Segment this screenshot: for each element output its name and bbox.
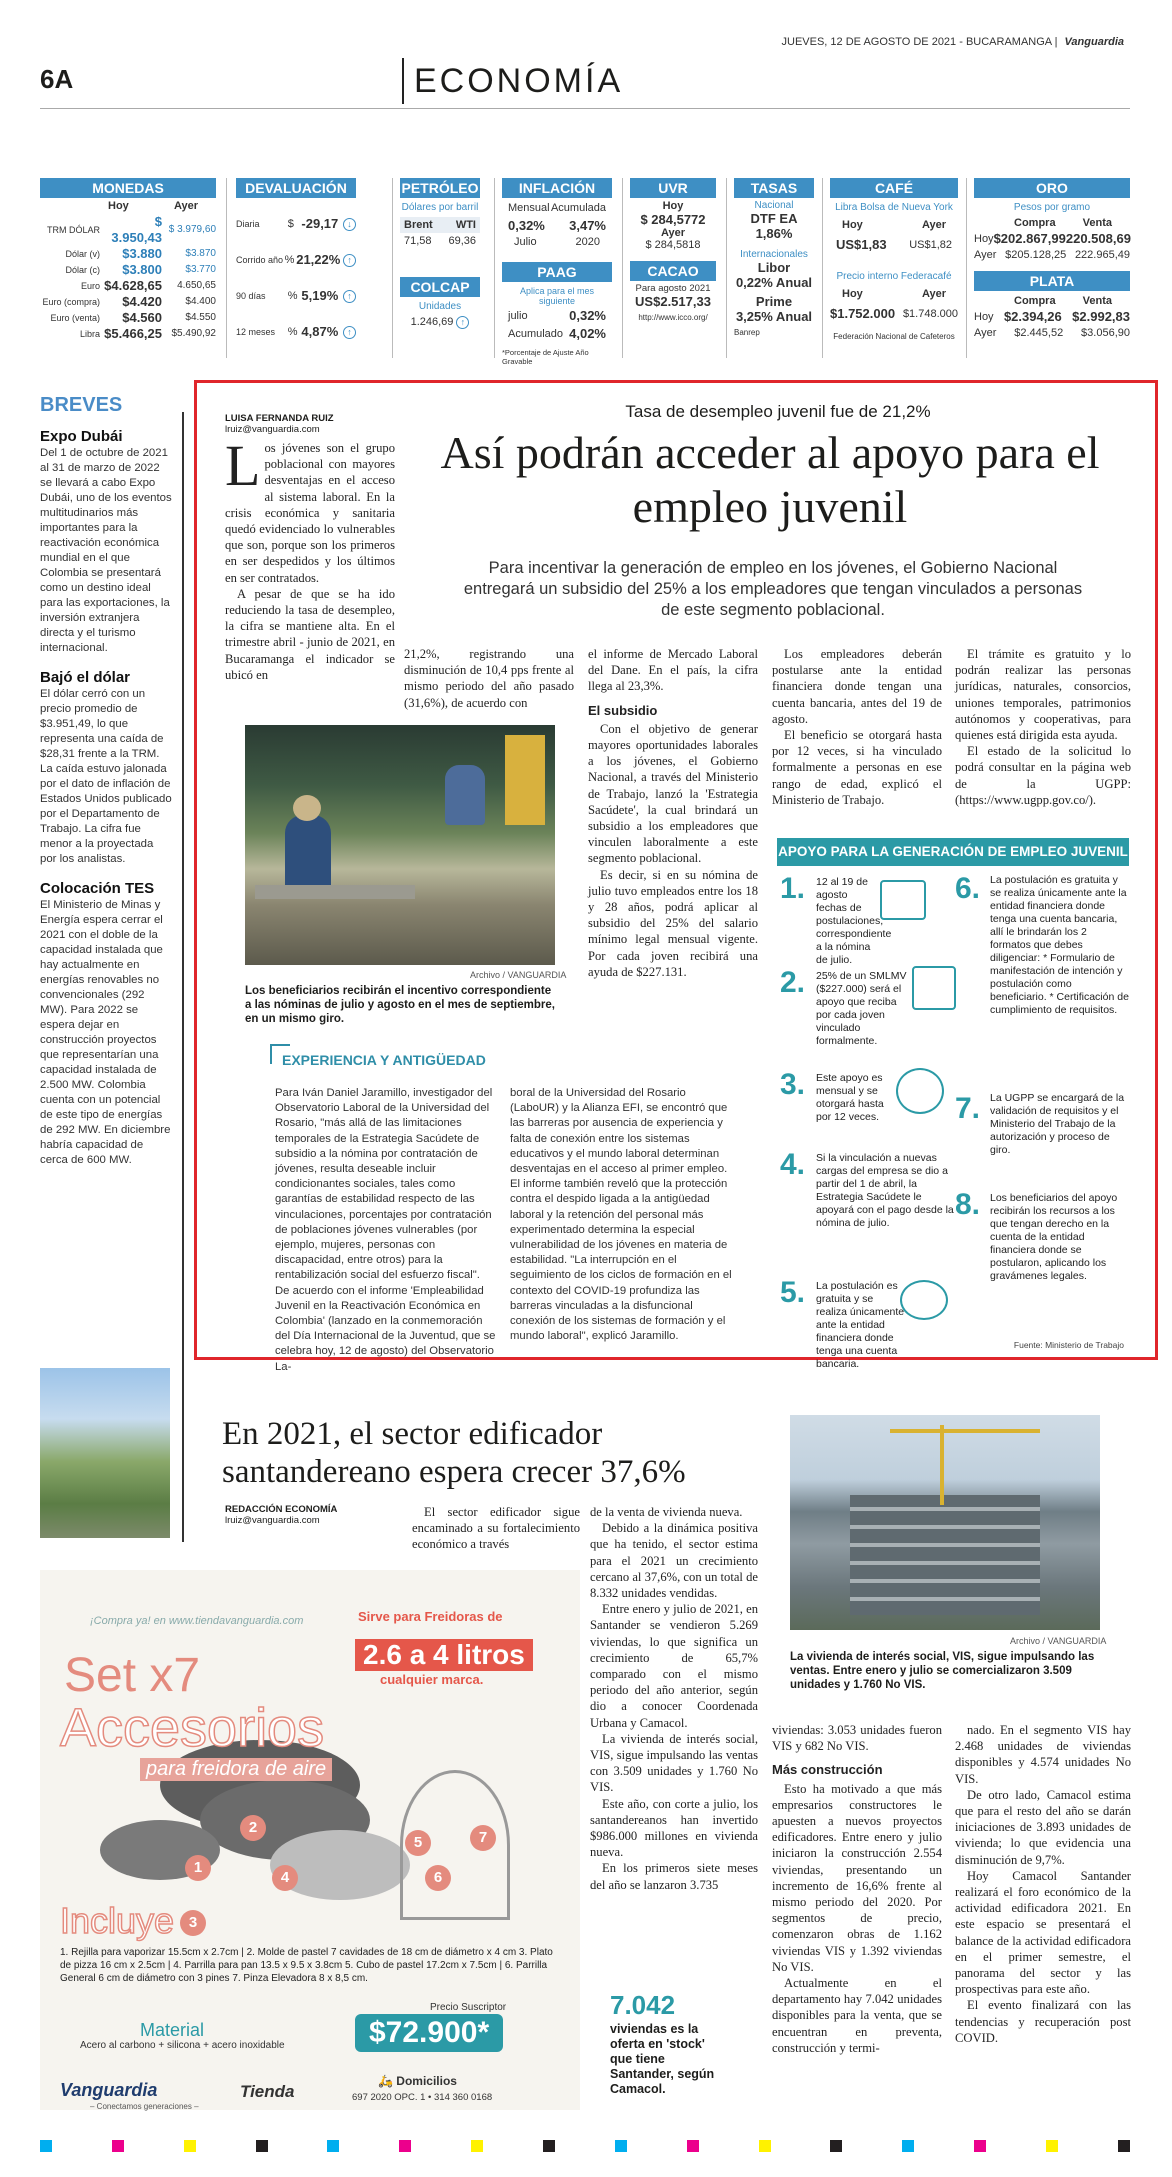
article2-paragraph: El evento finalizará con las tendencias y recuperación post COVID.: [955, 1998, 1131, 2045]
indicator-divider: [392, 178, 393, 358]
inflacion-title: INFLACIÓN: [502, 178, 612, 198]
arrow-up-icon: ↑: [456, 316, 469, 329]
petroleo-brent: 71,58: [404, 235, 432, 247]
oro-sub: Pesos por gramo: [1013, 202, 1091, 213]
monedas-ayer: $5.490,92: [171, 328, 216, 339]
ad-brand-logo: Vanguardia: [60, 2080, 158, 2100]
cafe-sub1: Libra Bolsa de Nueva York: [835, 202, 953, 213]
devaluacion-label: Corrido año: [236, 255, 284, 265]
article1-col4-p1: Los empleadores deberán postularse ante la entidad financiera donde tengan una cuenta bancaria, antes del 19 de agosto.: [772, 647, 942, 726]
step-number: 4.: [780, 1148, 806, 1181]
breve-title: Colocación TES: [40, 880, 155, 897]
article1-headline: Así podrán acceder al apoyo para el empleo juvenil: [440, 427, 1100, 532]
indicator-inflacion: [502, 178, 612, 366]
colcap-title: COLCAP: [400, 277, 480, 297]
color-bar: [399, 2140, 411, 2152]
step-text: La postulación es gratuita y se realiza únicamente ante la entidad financiera donde tenga una cuenta bancaria.: [816, 1280, 905, 1370]
uvr-hoy: $ 284,5772: [640, 212, 706, 227]
devaluacion-unit: $: [287, 218, 294, 230]
ad-phone[interactable]: 697 2020 OPC. 1 • 314 360 0168: [352, 2092, 493, 2103]
section-title: ECONOMÍA: [402, 58, 623, 104]
plata-ayer-venta: $3.056,90: [1081, 327, 1130, 339]
article1-col3-p2: Es decir, si en su nómina de julio tuvo empleados entre los 18 y 28 años, podrá aplicar al subsidio del 25% del salario mínimo legal mensual vigente. Por cada joven recibirá una ayuda de $227.131.: [588, 867, 758, 979]
cafe-ayer2: $1.748.000: [902, 308, 958, 320]
monedas-ayer: $3.870: [185, 248, 216, 259]
monedas-hoy: $ 3.950,43: [111, 214, 162, 245]
ad-callout: 7: [470, 1825, 496, 1851]
article1-deck: Para incentivar la generación de empleo en los jóvenes, el Gobierno Nacional entregará un subsidio del 25% a los empleadores que tengan vinculados a personas de este segmento poblacional.: [463, 559, 1083, 619]
color-bar: [543, 2140, 555, 2152]
cacao-title: CACAO: [630, 261, 716, 281]
breves-photo: [40, 1368, 170, 1538]
devaluacion-unit: %: [284, 254, 295, 266]
ad-callout: 1: [185, 1855, 211, 1881]
devaluacion-row: [236, 206, 356, 242]
ad-tienda-logo: Tienda: [240, 2082, 295, 2101]
devaluacion-unit: %: [287, 326, 298, 338]
article1-byline: [225, 413, 334, 435]
inflacion-period-1: Julio: [514, 236, 537, 248]
article2-subhead: Más construcción: [772, 1762, 883, 1778]
article1-column-4: [772, 646, 942, 808]
article2-col4: [955, 1722, 1131, 2046]
ad-incluye: Incluye: [60, 1900, 175, 1941]
monedas-label: Euro (compra): [42, 297, 100, 307]
user-icon: [900, 1280, 948, 1320]
paag-title: PAAG: [502, 262, 612, 282]
article1-col5-p2: El estado de la solicitud lo podrá consultar en la página web de la UGPP: (https://www.ugpp.gov.co/).: [955, 744, 1131, 807]
article2-photo: [790, 1415, 1100, 1630]
color-bar: [1118, 2140, 1130, 2152]
plata-ayer-compra: $2.445,52: [1014, 327, 1064, 339]
cacao-url: http://www.icco.org/: [638, 313, 708, 322]
oro-hoy-label: Hoy: [974, 233, 994, 245]
breve-title: Expo Dubái: [40, 428, 123, 445]
breve-title: Bajó el dólar: [40, 669, 131, 686]
article2-byline: [225, 1504, 337, 1526]
monedas-row: [40, 262, 216, 278]
monedas-col-hoy: Hoy: [108, 200, 129, 212]
petroleo-wti: 69,36: [448, 235, 476, 247]
ad-price-label: Precio Suscriptor: [430, 2002, 507, 2013]
tasas-prime: Prime: [755, 294, 793, 309]
article2-author: REDACCIÓN ECONOMÍA: [225, 1504, 338, 1515]
petroleo-label-wti: WTI: [455, 219, 476, 231]
uvr-ayer: $ 284,5818: [645, 239, 701, 251]
monedas-row: [40, 326, 216, 342]
monedas-hoy: $4.628,65: [104, 278, 162, 293]
indicator-uvr: [630, 178, 716, 322]
article1-col3-top: el informe de Mercado Laboral del Dane. En el país, la cifra llega al 23,3%.: [588, 647, 758, 694]
color-bar: [687, 2140, 699, 2152]
paag-label-1: julio: [508, 310, 528, 322]
ad-url[interactable]: ¡Compra ya! en www.tiendavanguardia.com: [90, 1615, 304, 1627]
article1-column-2: [404, 646, 574, 711]
article2-paragraph: Debido a la dinámica positiva que ha tenido, el sector estima para el 2021 un crecimiento cercano al 37,6%, con un total de 8.332 unidades vendidas.: [590, 1521, 758, 1601]
breve-text: El dólar cerró con un precio promedio de $3.951,49, lo que representa una caída de $28,31 frente a la TRM. La caída estuvo jalonada por el dato de inflación de Estados Unidos publicado por el Departamento de Trabajo. La cifra fue menor a la proyectada por los analistas.: [40, 688, 172, 865]
article2-paragraph: La vivienda de interés social, VIS, sigue impulsando las ventas con 3.509 unidades y 1.760 No VIS.: [590, 1731, 758, 1795]
color-bar: [112, 2140, 124, 2152]
plata-title: PLATA: [974, 271, 1130, 291]
indicator-divider: [822, 178, 823, 358]
arrow-down-icon: ↓: [343, 218, 356, 231]
step-text: 25% de un SMLMV ($227.000) será el apoyo que reciba por cada joven vinculado formalmente.: [816, 970, 907, 1047]
article1-column-1: [225, 433, 395, 683]
article1-subhead: El subsidio: [588, 702, 658, 718]
devaluacion-title: DEVALUACIÓN: [236, 178, 356, 198]
ad-price[interactable]: $72.900*: [355, 2014, 503, 2052]
color-bar: [759, 2140, 771, 2152]
inflacion-mensual: 0,32%: [508, 218, 545, 233]
cafe-ayer-label: Ayer: [921, 219, 946, 231]
ad-material: Acero al carbono + silicona + acero inoxidable: [80, 2040, 285, 2051]
tasas-libor-value: 0,22% Anual: [735, 275, 813, 290]
monedas-row: [40, 310, 216, 326]
devaluacion-rows: [236, 206, 356, 350]
tasas-source: Banrep: [734, 328, 760, 337]
color-bar: [902, 2140, 914, 2152]
oro-ayer-venta: 222.965,49: [1074, 249, 1130, 261]
monedas-title: MONEDAS: [40, 178, 216, 198]
step-number: 8.: [955, 1188, 981, 1221]
article2-col2-top: de la venta de vivienda nueva.: [590, 1505, 743, 1519]
monedas-label: Libra: [79, 329, 100, 339]
article2-paragraph: nado. En el segmento VIS hay 2.468 unidades de viviendas disponibles y 4.574 unidades No VIS.: [955, 1723, 1131, 1786]
ad-callout: 2: [240, 1815, 266, 1841]
monedas-label: Euro (venta): [50, 313, 100, 323]
ad-callout: 3: [180, 1910, 206, 1936]
indicator-petroleo: [400, 178, 480, 329]
plata-compra-label: Compra: [1014, 295, 1056, 307]
oro-hoy-venta: 220.508,69: [1065, 231, 1131, 246]
paag-label-2: Acumulado: [508, 328, 564, 340]
tasas-libor: Libor: [757, 260, 791, 275]
ad-callout: 4: [272, 1865, 298, 1891]
oro-ayer-compra: $205.128,25: [1005, 249, 1067, 261]
indicator-divider: [966, 178, 967, 358]
article2-paragraph: Actualmente en el departamento hay 7.042 unidades disponibles para la venta, que se encuentran en preventa, construcción y termi-: [772, 1976, 942, 2055]
tasas-internacional-label: Internacionales: [740, 249, 808, 260]
dateline-text: JUEVES, 12 DE AGOSTO DE 2021 - BUCARAMANGA: [781, 36, 1052, 48]
step-number: 3.: [780, 1068, 806, 1101]
monedas-ayer: 4.650,65: [177, 280, 216, 291]
uvr-title: UVR: [630, 178, 716, 198]
article1-col4-p2: El beneficio se otorgará hasta por 12 veces, si ha vinculado formalmente a personas en ese rango de edad, explicó el Ministerio de Trabajo.: [772, 728, 942, 807]
article1-col1-first: os jóvenes son el grupo poblacional con mayores desventajas en el acceso al sistema laboral. En la crisis económica y sanitaria quedó evidenciado lo vulnerables que son, porque son los primeros en ser despedidos y los últimos en ser contratados.: [225, 441, 395, 585]
article1-column-5: [955, 646, 1131, 808]
cacao-sub: Para agosto 2021: [635, 283, 711, 294]
ad-material-title: Material: [140, 2020, 205, 2040]
devaluacion-value: 21,22%: [296, 252, 341, 267]
dateline: JUEVES, 12 DE AGOSTO DE 2021 - BUCARAMANGA | Vanguardia: [781, 36, 1124, 48]
monedas-label: Dólar (v): [65, 249, 100, 259]
ad-sirve: Sirve para Freidoras de: [358, 1609, 503, 1624]
calendar-icon: [880, 880, 926, 920]
plata-hoy-venta: $2.992,83: [1072, 309, 1130, 324]
plata-hoy-label: Hoy: [974, 311, 994, 323]
paag-sub: Aplica para el mes siguiente: [519, 286, 595, 306]
experience-title: EXPERIENCIA Y ANTIGÜEDAD: [282, 1052, 486, 1068]
color-bar: [256, 2140, 268, 2152]
step-number: 6.: [955, 872, 981, 905]
clock-icon: [896, 1068, 944, 1114]
indicator-divider: [622, 178, 623, 358]
oro-hoy-compra: $202.867,99: [993, 231, 1066, 246]
header-rule: [40, 108, 1130, 109]
breves-column: [40, 394, 172, 1168]
monedas-ayer: $ 3.979,60: [168, 224, 216, 235]
article2-paragraph: En los primeros siete meses del año se lanzaron 3.735: [590, 1861, 758, 1892]
inflacion-label-mensual: Mensual: [508, 202, 550, 214]
article2-photo-caption: La vivienda de interés social, VIS, sigue impulsando las ventas. Entre enero y julio se comercializaron 3.509 unidades y 1.760 No VIS.: [790, 1651, 1095, 1691]
ad-callout: 6: [425, 1865, 451, 1891]
cafe-source: Federación Nacional de Cafeteros: [833, 332, 955, 341]
indicator-divider: [226, 178, 227, 358]
indicator-devaluacion: [236, 178, 356, 350]
step-text: La UGPP se encargará de la validación de requisitos y el Ministerio del Trabajo de la autorización y proceso de giro.: [990, 1092, 1125, 1156]
oro-compra-label: Compra: [1014, 217, 1056, 229]
footer-color-bars: [40, 2140, 1130, 2152]
petroleo-title: PETRÓLEO: [401, 180, 479, 196]
cafe-hoy2-label: Hoy: [842, 288, 863, 300]
petroleo-sub: Dólares por barril: [401, 202, 479, 213]
monedas-label: TRM DÓLAR: [46, 225, 100, 235]
article2-column-3: [772, 1722, 942, 2056]
ad-set-title: Set x7: [64, 1649, 201, 1702]
experience-column-1: Para Iván Daniel Jaramillo, investigador del Observatorio Laboral de la Universidad del Rosario, "más allá de las limitaciones temporales de la Estrategia Sacúdete de subsidio a la nómina por contratación de jóvenes, resulta deseable incluir condicionantes sociales, tales como garantías de estabilidad respecto de las vinculaciones, porcentajes por contratación de poblaciones jóvenes vulnerables (por ejemplo, mujeres, personas con discapacidad, entre otros) para la rentabilización social del esfuerzo fiscal". De acuerdo con el informe 'Empleabilidad Juvenil en la Reactivación Económica en Colombia' (lanzado en la conmemoración del Día Internacional de la Juventud, que se celebra hoy, 12 de agosto) del Observatorio La-: [275, 1087, 496, 1373]
color-bar: [184, 2140, 196, 2152]
article2-email: lruiz@vanguardia.com: [225, 1515, 320, 1526]
monedas-label: Euro: [80, 281, 100, 291]
step-text: Si la vinculación a nuevas cargas del empresa se dio a partir del 1 de abril, la Estrategia Sacúdete le apoyará con el pago desde la nómina de julio.: [816, 1152, 954, 1229]
monedas-label: Dólar (c): [65, 265, 100, 275]
oro-title: ORO: [974, 178, 1130, 198]
article2-col2-rest: [590, 1520, 758, 1893]
infographic-source: Fuente: Ministerio de Trabajo: [1013, 1340, 1124, 1350]
article1-author: LUISA FERNANDA RUIZ: [225, 413, 334, 424]
article2-column-2: [590, 1504, 758, 1893]
monedas-hoy: $4.560: [122, 310, 162, 325]
arrow-up-icon: ↑: [343, 254, 356, 267]
tasas-dtf: DTF EA: [750, 211, 798, 226]
article1-photo: [245, 725, 555, 965]
article2-paragraph: De otro lado, Camacol estima que para el resto del año se darán iniciaciones de 3.893 unidades de vivienda; lo que evidencia una disminución de 9,7%.: [955, 1787, 1131, 1867]
article2-paragraph: Esto ha motivado a que más empresarios constructores le apuesten a nuevos proyectos edificadores. Entre enero y julio iniciaron la construcción 2.554 viviendas, presentando un incremento de 16,6% frente al mismo periodo del 2020. Por segmentos de precio, comenzaron obras de 1.162 viviendas VIS y 1.392 viviendas No VIS.: [772, 1781, 942, 1974]
step-text: 12 al 19 de agosto fechas de postulaciones, correspondiente a la nómina de julio.: [816, 876, 892, 966]
article1-column-3: [588, 646, 758, 980]
color-bar: [327, 2140, 339, 2152]
breve-text: Del 1 de octubre de 2021 al 31 de marzo de 2022 se llevará a cabo Expo Dubái, uno de los eventos multitudinarios más importantes para la reactivación económica mundial en el que Colombia se presentará como un destino ideal para las exportaciones, la inversión extranjera directa y el turismo internacional.: [40, 447, 172, 654]
step-text: La postulación es gratuita y se realiza únicamente ante la entidad financiera donde tenga una cuenta bancaria, allí le brindarán los 2 formatos que debes diligenciar: * Formulario de manifestación de intención y postulación como beneficiario. * Certificación de cumplimiento de requisitos.: [990, 874, 1129, 1016]
article1-kicker: Tasa de desempleo juvenil fue de 21,2%: [625, 402, 931, 421]
article1-col2: 21,2%, registrando una disminución de 10,4 pps frente al mismo periodo del año pasado (31,6%), de acuerdo con: [404, 647, 574, 710]
cafe-ayer2-label: Ayer: [921, 288, 946, 300]
plata-hoy-compra: $2.394,26: [1003, 309, 1062, 324]
inflacion-period-2: 2020: [575, 236, 600, 248]
indicator-oro: [974, 178, 1130, 341]
article1-col3-p1: Con el objetivo de generar mayores oportunidades laborales a los jóvenes, el Gobierno Nacional, a través del Ministerio de Trabajo, lanzó la 'Estrategia Sacúdete', la cual brindará un subsidio a los empleadores que vinculen laboralmente a este segmento poblacional.: [588, 721, 758, 866]
devaluacion-value: 5,19%: [301, 288, 339, 303]
monedas-hoy: $4.420: [122, 294, 162, 309]
petroleo-label-brent: Brent: [404, 219, 433, 231]
breve-text: El Ministerio de Minas y Energía espera cerrar el 2021 con el doble de la capacidad instalada que hay actualmente en energías renovables no convencionales (292 MW). Para 2022 se espera dejar en construcción proyectos que representarían una capacidad instalada de 2.500 MW. Colombia cuenta con un potencial de este tipo de energías de 292 MW. En diciembre habría capacidad de cerca de 600 MW.: [40, 899, 171, 1166]
arrow-up-icon: ↑: [343, 290, 356, 303]
cafe-ayer: US$1,82: [909, 239, 952, 251]
devaluacion-value: 4,87%: [301, 324, 339, 339]
devaluacion-label: 12 meses: [236, 327, 276, 337]
devaluacion-row: [236, 314, 356, 350]
article1-col1-second: A pesar de que se ha ido reduciendo la tasa de desempleo, la cifra se mantiene alta. En el trimestre abril - junio de 2021, en Bucaramanga el indicador se ubicó en: [225, 586, 395, 682]
monedas-ayer: $4.550: [185, 312, 216, 323]
color-bar: [830, 2140, 842, 2152]
page-number: 6A: [40, 64, 74, 94]
plata-ayer-label: Ayer: [974, 327, 997, 339]
monedas-hoy: $3.800: [122, 262, 162, 277]
monedas-row: [40, 278, 216, 294]
article2-col3-top: viviendas: 3.053 unidades fueron VIS y 682 No VIS.: [772, 1723, 942, 1754]
chart-board-icon: [912, 966, 956, 1010]
indicator-tasas: [734, 178, 814, 337]
ad-accesorios: Accesorios: [60, 1698, 325, 1758]
tasas-prime-value: 3,25% Anual: [735, 309, 813, 324]
step-text: Este apoyo es mensual y se otorgará hasta por 12 veces.: [816, 1072, 884, 1123]
ad-domicilios-label: Domicilios: [396, 2074, 457, 2088]
ad-brand-tagline: – Conectamos generaciones –: [90, 2102, 199, 2111]
paag-value-1: 0,32%: [569, 308, 606, 323]
uvr-hoy-label: Hoy: [662, 200, 684, 212]
indicator-cafe: [830, 178, 958, 341]
monedas-ayer: $4.400: [185, 296, 216, 307]
devaluacion-label: 90 días: [236, 291, 266, 301]
devaluacion-value: -29,17: [301, 216, 339, 231]
article2-col1: El sector edificador sigue encaminado a su fortalecimiento económico a través: [412, 1505, 580, 1552]
article1-photo-caption: Los beneficiarios recibirán el incentivo correspondiente a las nóminas de julio y agosto en el mes de septiembre, en un mismo giro.: [245, 985, 555, 1025]
devaluacion-unit: %: [287, 290, 298, 302]
article2-column-1: [412, 1504, 580, 1553]
ad-callout: 5: [405, 1830, 431, 1856]
cafe-sub2: Precio interno Federacafé: [836, 271, 952, 282]
step-number: 1.: [780, 872, 806, 905]
oro-ayer-label: Ayer: [974, 249, 997, 261]
monedas-hoy: $3.880: [122, 246, 162, 261]
devaluacion-row: [236, 242, 356, 278]
article2-paragraph: Este año, con corte a julio, los santandereanos han invertido $986.000 millones en vivienda nueva.: [590, 1796, 758, 1860]
step-number: 2.: [780, 966, 806, 999]
plata-venta-label: Venta: [1082, 295, 1112, 307]
cafe-hoy-label: Hoy: [842, 219, 863, 231]
article1-email: lruiz@vanguardia.com: [225, 424, 320, 435]
experience-column-2: boral de la Universidad del Rosario (LaboUR) y la Alianza EFI, se encontró que las barreras por ausencia de experiencia y falta de conexión entre los sistemas educativos y el mundo laboral determinan desventajas en el acceso al primer empleo. El informe también reveló que la protección contra el despido ligada a la antigüedad laboral y la retención del personal más experimentado determina la especial vulnerabilidad de los jóvenes en materia de estabilidad. "La interrupción en el seguimiento de los ciclos de formación en el contexto del COVID-19 profundiza las barreras vinculadas a la disfuncional conexión de los sistemas de formación y el mundo laboral", explicó Jaramillo.: [510, 1087, 732, 1343]
monedas-row: [40, 246, 216, 262]
article1-dropcap: L: [225, 433, 261, 498]
oro-venta-label: Venta: [1082, 217, 1112, 229]
color-bar: [40, 2140, 52, 2152]
monedas-hoy: $5.466,25: [104, 326, 162, 341]
inflacion-label-acumulada: Acumulada: [550, 202, 606, 214]
paag-value-2: 4,02%: [569, 326, 606, 341]
colcap-sub: Unidades: [418, 301, 462, 312]
breves-title: BREVES: [40, 394, 123, 416]
article2-photo-credit: Archivo / VANGUARDIA: [1010, 1636, 1107, 1646]
arrow-up-icon: ↑: [343, 326, 356, 339]
ad-domicilios: [378, 2074, 457, 2088]
tasas-title: TASAS: [734, 178, 814, 198]
uvr-ayer-label: Ayer: [660, 227, 686, 239]
color-bar: [615, 2140, 627, 2152]
step-text: Los beneficiarios del apoyo recibirán los recursos a los que tengan derecho en la cuenta de la entidad financiera donde se postularon, aplicando los gravámenes legales.: [990, 1192, 1118, 1282]
monedas-row: [40, 294, 216, 310]
color-bar: [974, 2140, 986, 2152]
cafe-hoy: US$1,83: [836, 237, 887, 252]
monedas-ayer: $3.770: [185, 264, 216, 275]
cacao-value: US$2.517,33: [635, 294, 711, 309]
infographic-title: APOYO PARA LA GENERACIÓN DE EMPLEO JUVENIL: [777, 838, 1129, 866]
monedas-row: [40, 214, 216, 246]
indicator-monedas: [40, 178, 216, 342]
devaluacion-row: [236, 278, 356, 314]
color-bar: [1046, 2140, 1058, 2152]
ad-items: 1. Rejilla para vaporizar 15.5cm x 2.7cm | 2. Molde de pastel 7 cavidades de 18 cm de diámetro x 4 cm 3. Plato de pizza 16 cm x 2.5cm | 4. Parrilla para pan 13.5 x 9.5 x 3.8cm 5. Cubo de pastel 17.2cm x 7.5cm | 6. Parrilla General 6 cm de diámetro con 3 pines 7. Pinza Elevadora 8 x 8,5 cm.: [60, 1947, 553, 1984]
step-number: 5.: [780, 1276, 806, 1309]
article1-col5-p1: El trámite es gratuito y lo podrán realizar las personas jurídicas, naturales, consorcios, uniones temporales, patrimonios autónomos y cooperativas, para quienes está dirigida esta ayuda.: [955, 647, 1131, 743]
article2-column-4: [955, 1722, 1131, 2046]
fact-text: viviendas es la oferta en 'stock' que tiene Santander, según Camacol.: [610, 2022, 715, 2096]
article1-photo-credit: Archivo / VANGUARDIA: [470, 970, 567, 980]
ad-subtitle: para freidora de aire: [140, 1758, 332, 1781]
monedas-col-ayer: Ayer: [173, 200, 198, 212]
indicator-divider: [494, 178, 495, 358]
indicator-divider: [726, 178, 727, 358]
brand-logo: Vanguardia: [1064, 36, 1124, 48]
article2-paragraph: Hoy Camacol Santander realizará el foro económico de la actividad edificadora 2021. En este espacio se presentará el balance de la actividad edificadora en el primer semestre, el panorama del sector y las prospectivas para este año.: [955, 1868, 1131, 1997]
monedas-rows: [40, 214, 216, 342]
ad-litros: 2.6 a 4 litros: [355, 1639, 533, 1671]
cafe-hoy2: $1.752.000: [830, 306, 896, 321]
cafe-title: CAFÉ: [830, 178, 958, 198]
tasas-dtf-value: 1,86%: [755, 226, 793, 241]
article2-headline: En 2021, el sector edificador santandereano espera crecer 37,6%: [222, 1416, 686, 1490]
inflacion-acumulada: 3,47%: [569, 218, 606, 233]
tasas-nacional-label: Nacional: [754, 200, 794, 211]
article2-col3-rest: [772, 1781, 942, 2056]
article2-paragraph: Entre enero y julio de 2021, en Santander se vendieron 5.269 viviendas, lo que significa un crecimiento de 65,7% comparado con el mismo periodo del año anterior, según dio a conocer Coordenada Urbana y Camacol.: [590, 1602, 758, 1730]
devaluacion-label: Diaria: [236, 219, 260, 229]
paag-note: *Porcentaje de Ajuste Año Gravable: [502, 348, 589, 366]
colcap-value: 1.246,69: [410, 316, 454, 328]
fact-number: 7.042: [610, 1990, 676, 2020]
ad-cualquier: cualquier marca.: [380, 1672, 484, 1687]
color-bar: [471, 2140, 483, 2152]
step-number: 7.: [955, 1092, 981, 1125]
motorcycle-icon: 🛵: [378, 2074, 393, 2088]
